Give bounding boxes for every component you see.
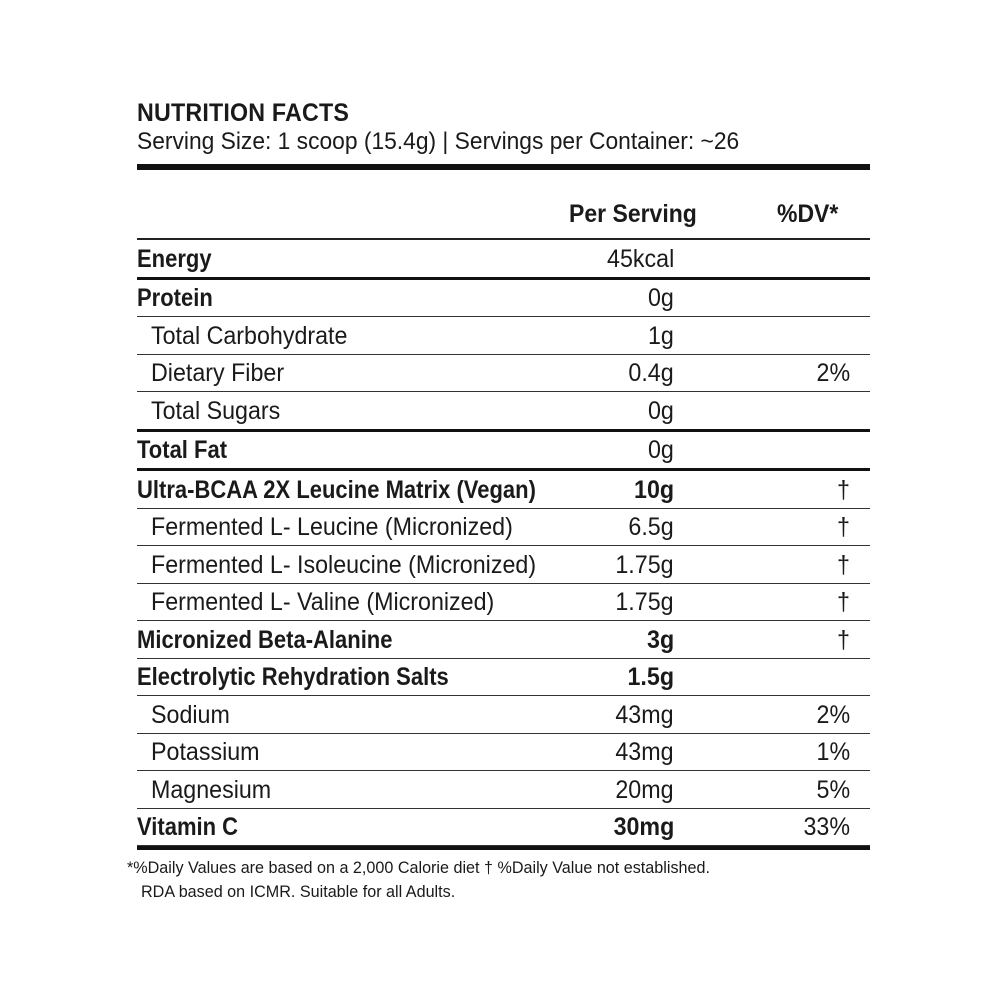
nutrient-amount: 1.75g: [615, 588, 674, 616]
bottom-divider: [137, 846, 870, 850]
nutrient-amount: 6.5g: [628, 513, 674, 541]
nutrient-name: Micronized Beta-Alanine: [137, 625, 393, 654]
nutrient-row: [137, 355, 870, 393]
nutrient-amount: 0g: [648, 396, 674, 425]
nutrient-name: Dietary Fiber: [151, 359, 285, 387]
nutrient-row: [137, 392, 870, 432]
nutrient-row: [137, 809, 870, 847]
nutrient-amount: 1.5g: [627, 663, 674, 691]
nutrient-daily-value: †: [837, 625, 850, 654]
nutrient-amount: 45kcal: [606, 244, 674, 273]
nutrient-row: [137, 584, 870, 622]
nutrient-name: Fermented L- Isoleucine (Micronized): [151, 550, 537, 579]
nutrient-daily-value: †: [837, 588, 850, 616]
nutrient-name: Energy: [137, 244, 212, 273]
nutrient-daily-value: 5%: [816, 775, 850, 804]
nutrient-name: Fermented L- Leucine (Micronized): [151, 513, 513, 541]
nutrient-row: [137, 432, 870, 472]
nutrient-row: [137, 509, 870, 547]
nutrient-amount: 3g: [646, 625, 674, 654]
nutrient-amount: 30mg: [613, 813, 674, 841]
nutrient-name: Total Fat: [137, 436, 228, 464]
nutrient-daily-value: †: [837, 513, 850, 541]
nutrient-amount: 20mg: [615, 775, 674, 804]
nutrient-row: [137, 317, 870, 355]
nutrient-row: [137, 734, 870, 772]
nutrient-daily-value: †: [837, 475, 850, 504]
nutrient-row: [137, 240, 870, 280]
nutrient-name: Magnesium: [151, 775, 272, 804]
nutrient-name: Fermented L- Valine (Micronized): [151, 588, 495, 616]
nutrient-name: Total Sugars: [151, 396, 281, 425]
nutrient-amount: 1g: [648, 321, 674, 350]
nutrient-name: Ultra-BCAA 2X Leucine Matrix (Vegan): [137, 475, 536, 504]
nutrient-amount: 0g: [648, 284, 674, 312]
nutrient-name: Total Carbohydrate: [151, 321, 348, 350]
nutrition-facts-panel: [127, 98, 870, 904]
label-title: NUTRITION FACTS: [137, 99, 350, 127]
nutrient-row: [137, 546, 870, 584]
nutrient-row: [137, 471, 870, 509]
serving-info: Serving Size: 1 scoop (15.4g) | Servings per Container: ~26: [137, 128, 740, 155]
nutrient-daily-value: 2%: [816, 700, 850, 729]
nutrient-name: Vitamin C: [137, 813, 239, 841]
nutrient-daily-value: 1%: [816, 738, 850, 766]
nutrient-name: Potassium: [151, 738, 260, 766]
nutrient-amount: 10g: [633, 475, 674, 504]
nutrient-daily-value: 33%: [803, 813, 850, 841]
top-divider: [137, 164, 870, 170]
nutrient-daily-value: †: [837, 550, 850, 579]
nutrient-amount: 43mg: [615, 738, 674, 766]
nutrient-amount: 43mg: [615, 700, 674, 729]
nutrient-table: [137, 238, 870, 846]
footnote-rda: RDA based on ICMR. Suitable for all Adults.: [141, 882, 456, 901]
nutrient-row: [137, 621, 870, 659]
nutrient-row: [137, 280, 870, 318]
nutrient-daily-value: 2%: [816, 359, 850, 387]
footnote-daily-values: *%Daily Values are based on a 2,000 Calorie diet † %Daily Value not established.: [127, 858, 710, 877]
nutrient-amount: 0.4g: [628, 359, 674, 387]
nutrient-name: Electrolytic Rehydration Salts: [137, 663, 449, 691]
nutrient-row: [137, 771, 870, 809]
nutrient-row: [137, 696, 870, 734]
nutrient-name: Protein: [137, 284, 213, 312]
column-header: [137, 196, 870, 238]
daily-value-header: %DV*: [777, 200, 839, 228]
nutrient-amount: 1.75g: [615, 550, 674, 579]
nutrient-name: Sodium: [151, 700, 230, 729]
per-serving-header: Per Serving: [569, 200, 697, 228]
nutrient-row: [137, 659, 870, 697]
nutrient-amount: 0g: [648, 436, 674, 464]
